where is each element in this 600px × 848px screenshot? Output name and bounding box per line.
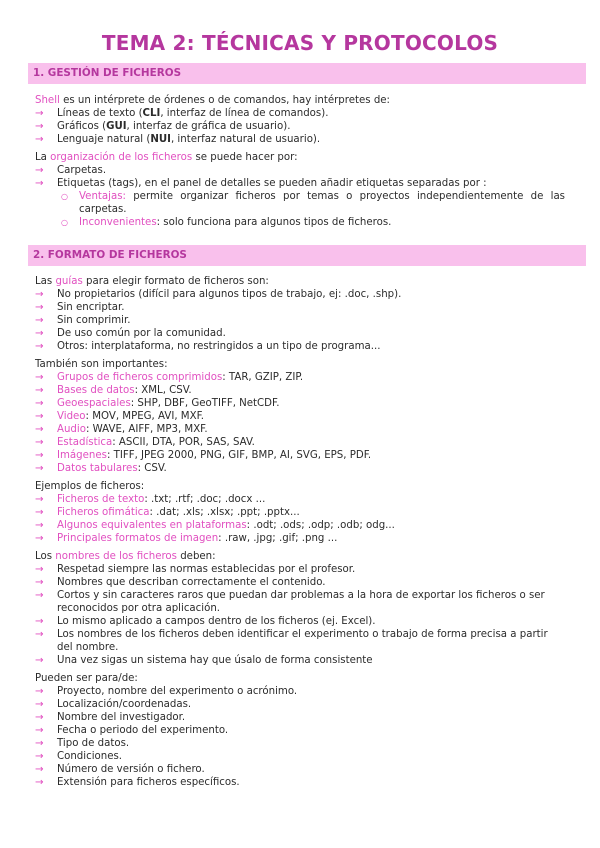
arrow-icon: → [35,764,44,775]
list-item [35,532,565,545]
arrow-icon: → [35,289,44,300]
item-term: Geoespaciales [57,398,131,409]
list-item [35,763,565,776]
item-term: Bases de datos [57,385,135,396]
list-item [35,301,565,314]
arrow-icon: → [35,108,44,119]
list-item [35,628,565,654]
shell-term: Shell [35,95,60,106]
list-item [35,107,565,120]
list-item [35,685,565,698]
item-text: Una vez sigas un sistema hay que úsalo de forma consistente [57,655,373,666]
item-text: , interfaz de línea de comandos). [160,108,329,119]
item-term: Datos tabulares [57,463,138,474]
item-text: Nombres que describan correctamente el contenido. [57,577,326,588]
list-item [35,327,565,340]
arrow-icon: → [35,520,44,531]
arrow-icon: → [35,725,44,736]
item-text: : SHP, DBF, GeoTIFF, NetCDF. [130,398,280,409]
arrow-icon: → [35,411,44,422]
arrow-icon: → [35,616,44,627]
item-text: : MOV, MPEG, AVI, MXF. [85,411,205,422]
arrow-icon: → [35,712,44,723]
arrow-icon: → [35,777,44,788]
nombres-post: deben: [176,551,216,562]
list-item [35,340,565,353]
item-text: Extensión para ficheros específicos. [57,777,240,788]
guias-intro [35,275,565,288]
circle-bullet-icon: ○ [61,218,68,227]
arrow-icon: → [35,564,44,575]
guias-post: para elegir formato de ficheros son: [82,276,269,287]
item-text: Nombre del investigador. [57,712,186,723]
list-item [35,436,565,449]
item-text: : XML, CSV. [134,385,192,396]
list-item [35,384,565,397]
item-text: Otros: interplataforma, no restringidos a un tipo de programa... [57,341,381,352]
list-item [35,589,565,615]
item-text: , interfaz natural de usuario). [170,134,321,145]
item-text: : WAVE, AIFF, MP3, MXF. [85,424,208,435]
item-text: Tipo de datos. [57,738,130,749]
sub-item [35,216,565,229]
item-bold: CLI [142,108,161,119]
pueden-intro: Pueden ser para/de: [35,673,138,684]
item-text: Lo mismo aplicado a campos dentro de los ficheros (ej. Excel). [57,616,376,627]
list-item [35,397,565,410]
sub-term: Ventajas: [79,191,126,202]
list-item [35,120,565,133]
item-text: Carpetas. [57,165,107,176]
item-text: Sin encriptar. [57,302,125,313]
item-term: Principales formatos de imagen [57,533,219,544]
item-term: Audio [57,424,86,435]
item-text: De uso común por la comunidad. [57,328,226,339]
list-item [35,462,565,475]
list-item [35,493,565,506]
arrow-icon: → [35,328,44,339]
org-pre: La [35,152,51,163]
item-text: Respetad siempre las normas establecidas por el profesor. [57,564,356,575]
list-item [35,410,565,423]
org-post: se puede hacer por: [192,152,298,163]
arrow-icon: → [35,507,44,518]
item-text: , interfaz de gráfica de usuario). [126,121,291,132]
arrow-icon: → [35,165,44,176]
section-1-header: 1. GESTIÓN DE FICHEROS [28,63,586,84]
arrow-icon: → [35,463,44,474]
arrow-icon: → [35,424,44,435]
item-term: Estadística [57,437,113,448]
arrow-icon: → [35,533,44,544]
arrow-icon: → [35,315,44,326]
nombres-intro [35,550,565,563]
guias-term: guías [55,276,83,287]
item-term: Imágenes [57,450,107,461]
circle-bullet-icon: ○ [61,192,68,201]
sub-text: permite organizar ficheros por temas o proyectos independientemente de las carpetas. [79,191,565,215]
list-item [35,371,565,384]
item-text: Lenguaje natural ( [57,134,151,145]
nombres-pre: Los [35,551,56,562]
arrow-icon: → [35,494,44,505]
page-title: TEMA 2: TÉCNICAS Y PROTOCOLOS [101,31,499,55]
sub-text: : solo funciona para algunos tipos de ficheros. [156,217,392,228]
arrow-icon: → [35,372,44,383]
section-1-body [35,94,565,229]
list-item [35,711,565,724]
item-text: : .odt; .ods; .odp; .odb; odg... [246,520,395,531]
shell-intro-text: es un intérprete de órdenes o de comandos, hay intérpretes de: [59,95,390,106]
arrow-icon: → [35,178,44,189]
org-term: organización de los ficheros [50,152,193,163]
ejemplos-intro: Ejemplos de ficheros: [35,481,145,492]
arrow-icon: → [35,629,44,640]
arrow-icon: → [35,385,44,396]
item-text: : .raw, .jpg; .gif; .png ... [218,533,338,544]
arrow-icon: → [35,686,44,697]
item-text: Condiciones. [57,751,123,762]
list-item [35,519,565,532]
item-text: : .txt; .rtf; .doc; .docx ... [144,494,266,505]
item-text: Proyecto, nombre del experimento o acrónimo. [57,686,298,697]
arrow-icon: → [35,134,44,145]
item-bold: GUI [106,121,127,132]
item-text: Líneas de texto ( [57,108,143,119]
item-text: : CSV. [137,463,167,474]
list-item [35,449,565,462]
arrow-icon: → [35,751,44,762]
list-item [35,177,565,190]
arrow-icon: → [35,655,44,666]
arrow-icon: → [35,590,44,601]
item-bold: NUI [150,134,171,145]
arrow-icon: → [35,699,44,710]
item-text: Fecha o periodo del experimento. [57,725,229,736]
shell-intro [35,94,565,107]
item-term: Algunos equivalentes en plataformas [57,520,247,531]
list-item [35,576,565,589]
org-intro [35,151,565,164]
item-text: : ASCII, DTA, POR, SAS, SAV. [112,437,255,448]
section-2-header: 2. FORMATO DE FICHEROS [28,245,586,266]
item-text: Número de versión o fichero. [57,764,205,775]
item-text: Los nombres de los ficheros deben identificar el experimento o trabajo de forma precisa a partir del nombre. [57,629,548,653]
arrow-icon: → [35,121,44,132]
arrow-icon: → [35,341,44,352]
list-item [35,133,565,146]
list-item [35,737,565,750]
item-text: No propietarios (difícil para algunos tipos de trabajo, ej: .doc, .shp). [57,289,402,300]
list-item [35,164,565,177]
sub-item [35,190,565,216]
arrow-icon: → [35,398,44,409]
item-text: : TAR, GZIP, ZIP. [222,372,304,383]
importantes-intro: También son importantes: [35,359,168,370]
guias-pre: Las [35,276,56,287]
item-term: Ficheros de texto [57,494,145,505]
arrow-icon: → [35,577,44,588]
nombres-term: nombres de los ficheros [55,551,177,562]
item-term: Grupos de ficheros comprimidos [57,372,223,383]
item-term: Video [57,411,86,422]
item-text: Gráficos ( [57,121,107,132]
section-2-body [35,275,565,789]
list-item [35,776,565,789]
item-text: Sin comprimir. [57,315,131,326]
item-text: Cortos y sin caracteres raros que puedan dar problemas a la hora de exportar los ficheros o ser reconocidos por otra aplicación. [57,590,545,614]
arrow-icon: → [35,302,44,313]
arrow-icon: → [35,437,44,448]
list-item [35,423,565,436]
arrow-icon: → [35,450,44,461]
list-item [35,506,565,519]
list-item [35,288,565,301]
sub-term: Inconvenientes [79,217,157,228]
list-item [35,615,565,628]
list-item [35,654,565,667]
list-item [35,698,565,711]
arrow-icon: → [35,738,44,749]
item-text: Etiquetas (tags), en el panel de detalles se pueden añadir etiquetas separadas por : [57,178,487,189]
list-item [35,314,565,327]
item-text: : .dat; .xls; .xlsx; .ppt; .pptx... [149,507,300,518]
item-text: Localización/coordenadas. [57,699,192,710]
item-text: : TIFF, JPEG 2000, PNG, GIF, BMP, AI, SVG, EPS, PDF. [106,450,372,461]
item-term: Ficheros ofimática [57,507,150,518]
list-item [35,724,565,737]
list-item [35,563,565,576]
list-item [35,750,565,763]
